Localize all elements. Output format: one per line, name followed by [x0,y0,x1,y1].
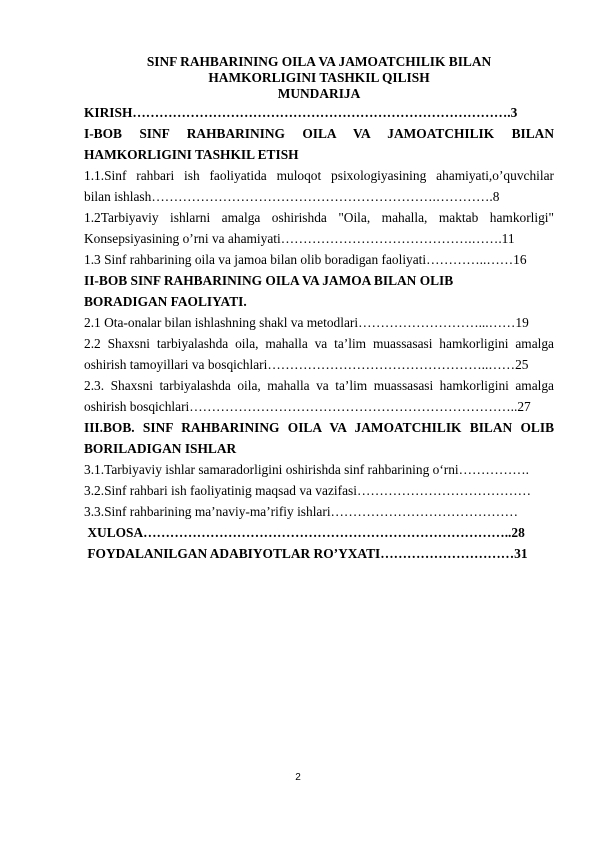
toc-entry-1-2 [84,207,554,249]
toc-entry-2-1: 2.1 Ota-onalar bilan ishlashning shakl va metodlari………………………...……19 [84,315,529,330]
toc-2-2-line2: oshirish tamoyillari va bosqichlari…………………………………………..……25 [84,357,529,372]
document-title [84,54,554,102]
toc-entry-xulosa: XULOSA………………………………………………………………………..28 [84,525,525,540]
toc-entry-bob1 [84,123,554,165]
title-line-2: HAMKORLIGINI TASHKIL QILISH [208,70,430,85]
toc-entry-3-1: 3.1.Tarbiyaviy ishlar samaradorligini oshirishda sinf rahbarining o‘rni……………. [84,462,529,477]
toc-2-3-line2: oshirish bosqichlari………………………………………………………………..27 [84,399,531,414]
toc-entry-2-3 [84,375,554,417]
toc-entry-1-3: 1.3 Sinf rahbarining oila va jamoa bilan olib boradigan faoliyati…………..……16 [84,252,527,267]
toc-entry-1-1 [84,165,554,207]
toc-1-2-line2: Konsepsiyasining o’rni va ahamiyati…………………………………….…….11 [84,231,515,246]
toc-bob1-line1: I-BOB SINF RAHBARINING OILA VA JAMOATCHILIK BILAN [84,126,554,141]
toc-bob1-line2: HAMKORLIGINI TASHKIL ETISH [84,147,299,162]
toc-bob3-line2: BORILADIGAN ISHLAR [84,441,237,456]
toc-2-3-line1: 2.3. Shaxsni tarbiyalashda oila, mahalla va ta’lim muassasasi hamkorligini amalga [84,378,554,393]
toc-entry-2-2 [84,333,554,375]
toc-entry-bob3 [84,417,554,459]
document-page [84,54,554,564]
toc-2-2-line1: 2.2 Shaxsni tarbiyalashda oila, mahalla va ta’lim muassasasi hamkorligini amalga [84,336,554,351]
toc-entry-3-2: 3.2.Sinf rahbari ish faoliyatinig maqsad va vazifasi………………………………… [84,483,532,498]
title-line-1: SINF RAHBARINING OILA VA JAMOATCHILIK BILAN [146,54,492,69]
toc-bob2-line2: BORADIGAN FAOLIYATI. [84,294,247,309]
toc-bob3-line1: III.BOB. SINF RAHBARINING OILA VA JAMOATCHILIK BILAN OLIB [84,420,554,435]
table-of-contents [84,102,554,564]
toc-entry-bob2 [84,270,554,312]
toc-entry-3-3: 3.3.Sinf rahbarining ma’naviy-ma’rifiy ishlari…………………………………… [84,504,519,519]
toc-entry-kirish: KIRISH………………………………………………………………………….3 [84,105,518,120]
toc-bob2-line1: II-BOB SINF RAHBARINING OILA VA JAMOA BILAN OLIB [84,273,454,288]
toc-entry-foydalanilgan: FOYDALANILGAN ADABIYOTLAR RO’YXATI…………………………31 [84,546,528,561]
toc-1-2-line1: 1.2Tarbiyaviy ishlarni amalga oshirishda "Oila, mahalla, maktab hamkorligi" [84,210,554,225]
toc-1-1-line1: 1.1.Sinf rahbari ish faoliyatida muloqot psixologiyasining ahamiyati,o’quvchilar [84,168,554,183]
toc-1-1-line2: bilan ishlash……………………………………………………….………….8 [84,189,500,204]
page-number: 2 [295,772,301,783]
contents-heading: MUNDARIJA [277,86,361,101]
